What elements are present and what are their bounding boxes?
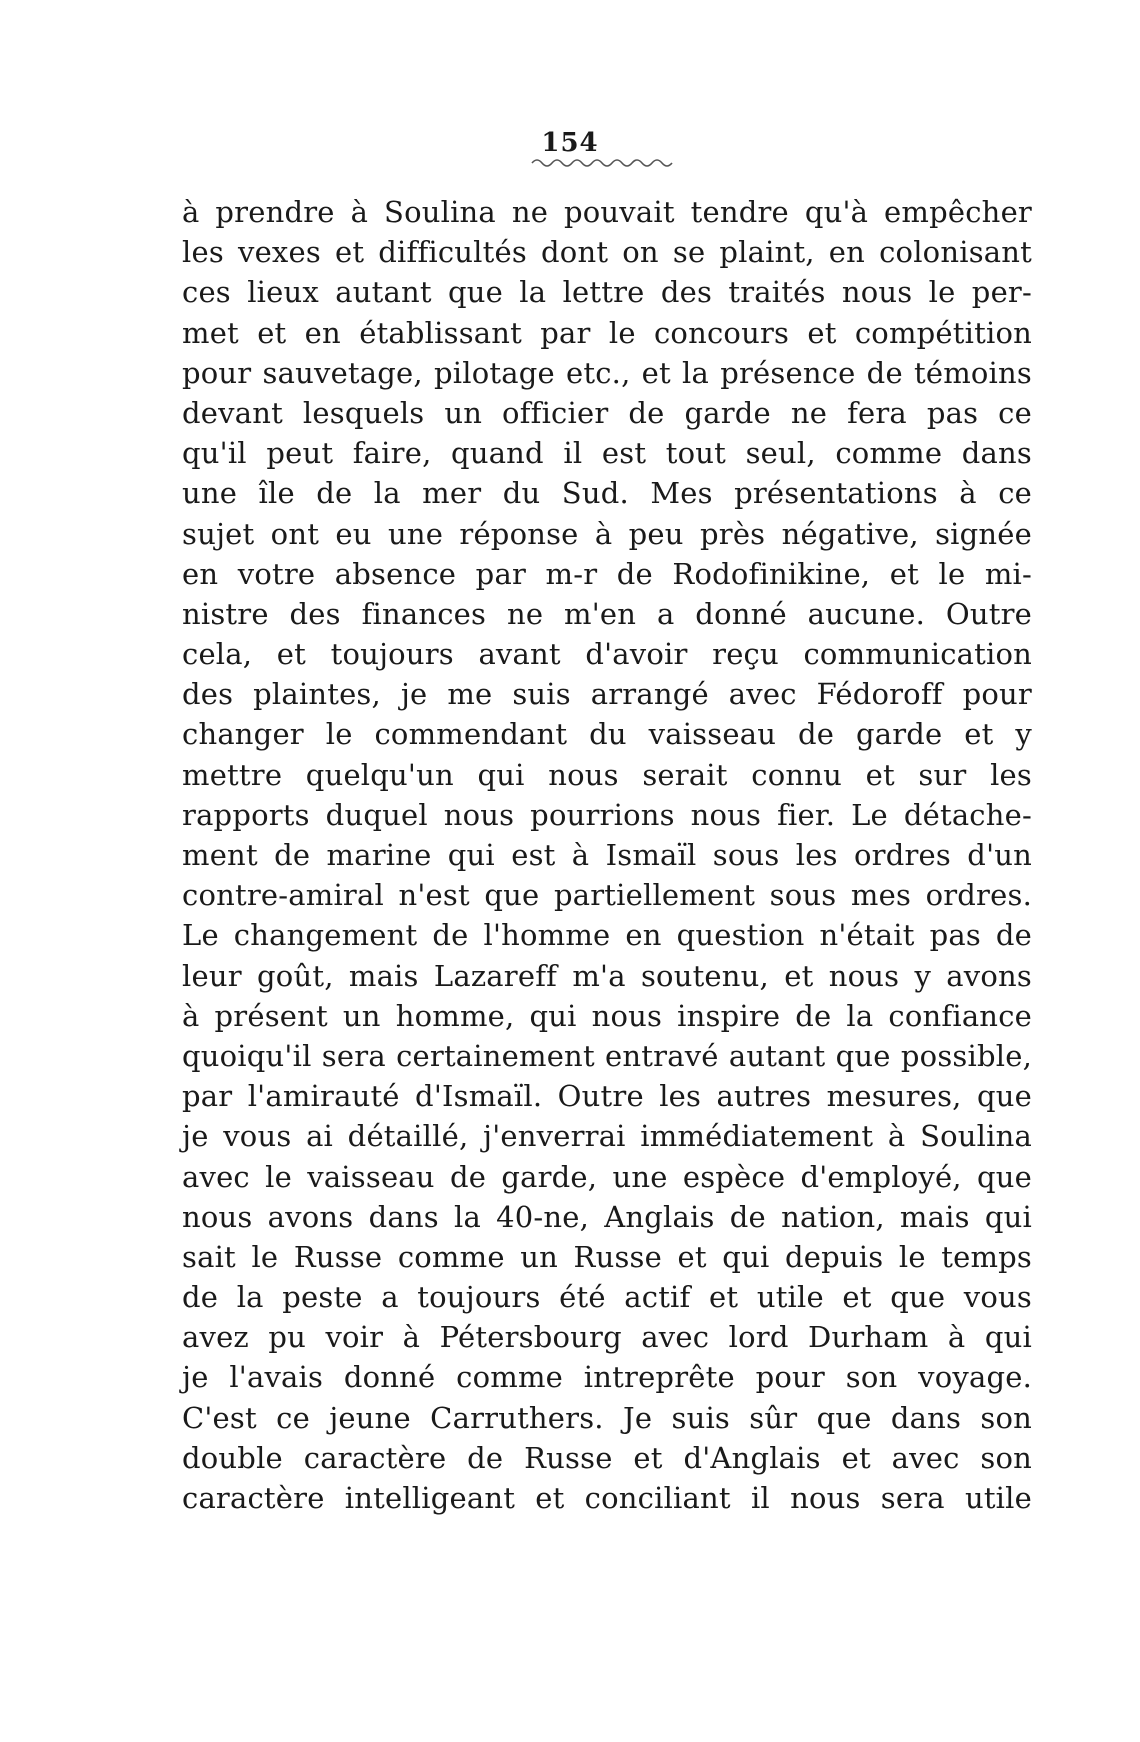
text-line: double caractère de Russe et d'Anglais et avec son [182,1440,1032,1475]
text-line: met et en établissant par le concours et compétition [182,315,1032,350]
text-line: à présent un homme, qui nous inspire de la confiance [182,998,1032,1033]
text-line: Le changement de l'homme en question n'était pas de [182,918,1032,953]
text-line: à prendre à Soulina ne pouvait tendre qu'à empêcher [182,195,1032,229]
text-line: en votre absence par m-r de Rodofinikine, et le mi- [182,556,1032,591]
text-line: de la peste a toujours été actif et utile et que vous [182,1280,1032,1315]
text-line: sujet ont eu une réponse à peu près négative, signée [182,516,1032,551]
text-line: des plaintes, je me suis arrangé avec Fédoroff pour [182,677,1032,712]
text-line: je vous ai détaillé, j'enverrai immédiatement à Soulina [182,1119,1032,1154]
text-line: devant lesquels un officier de garde ne fera pas ce [182,395,1032,430]
text-line: nous avons dans la 40-ne, Anglais de nation, mais qui [182,1199,1032,1234]
text-line: avec le vaisseau de garde, une espèce d'employé, que [182,1159,1032,1194]
text-line: ces lieux autant que la lettre des traités nous le per- [182,275,1032,310]
text-line: leur goût, mais Lazareff m'a soutenu, et nous y avons [182,958,1032,993]
wavy-ornament-icon [530,156,680,170]
text-line: par l'amirauté d'Ismaïl. Outre les autres mesures, que [182,1079,1032,1114]
text-line: contre-amiral n'est que partiellement sous mes ordres. [182,878,1032,913]
text-line: je l'avais donné comme intreprête pour son voyage. [182,1360,1032,1395]
body-text [182,192,1032,1518]
text-line: C'est ce jeune Carruthers. Je suis sûr que dans son [182,1400,1032,1435]
text-line: les vexes et difficultés dont on se plaint, en colonisant [182,235,1032,270]
text-line: rapports duquel nous pourrions nous fier. Le détache- [182,797,1032,832]
text-line: ment de marine qui est à Ismaïl sous les ordres d'un [182,838,1032,872]
text-line: une île de la mer du Sud. Mes présentations à ce [182,476,1032,511]
text-line: avez pu voir à Pétersbourg avec lord Durham à qui [182,1320,1032,1355]
text-line: quoiqu'il sera certainement entravé autant que possible, [182,1038,1032,1073]
page-number: 154 [541,128,599,158]
text-line: cela, et toujours avant d'avoir reçu communication [182,637,1032,672]
text-line: pour sauvetage, pilotage etc., et la présence de témoins [182,355,1032,390]
text-line: nistre des finances ne m'en a donné aucune. Outre [182,596,1032,631]
text-line: qu'il peut faire, quand il est tout seul, comme dans [182,436,1032,471]
text-line: sait le Russe comme un Russe et qui depuis le temps [182,1239,1032,1274]
text-line: changer le commendant du vaisseau de garde et y [182,717,1032,752]
text-line: mettre quelqu'un qui nous serait connu et sur les [182,757,1032,792]
text-line: caractère intelligeant et conciliant il nous sera utile [182,1481,1032,1515]
